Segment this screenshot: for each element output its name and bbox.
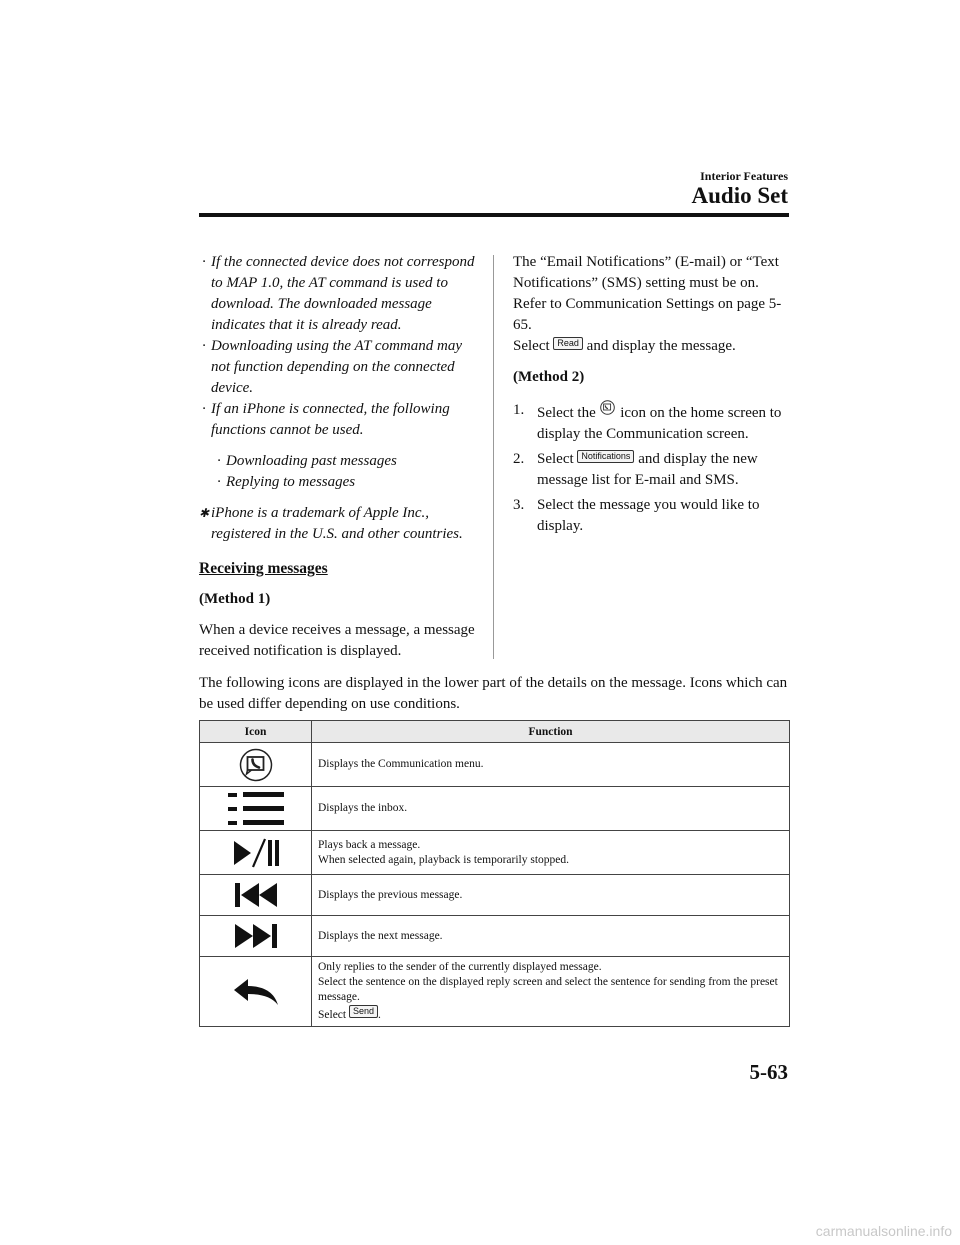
reference-paragraph: Refer to Communication Settings on page 5-65.: [513, 296, 782, 333]
step-1: 1. Select the icon on the home screen to display the Communication screen.: [513, 402, 782, 442]
right-column: [513, 252, 798, 537]
sub-bullet-item: · Replying to messages: [217, 474, 356, 490]
column-divider: [493, 255, 494, 659]
icon-function-table: [199, 720, 790, 1027]
header-rule: [199, 213, 789, 217]
play-pause-icon: [231, 836, 281, 870]
communication-icon: [599, 400, 616, 415]
sub-bullet-item: · Downloading past messages: [217, 453, 397, 469]
bullet-item: · Downloading using the AT command may not function depending on the connected device.: [202, 338, 462, 396]
function-text: When selected again, playback is temporarily stopped.: [318, 853, 569, 866]
method1-heading: (Method 1): [199, 591, 271, 607]
communication-icon: [238, 747, 274, 783]
function-text: Displays the next message.: [318, 929, 443, 942]
table-row: [200, 916, 790, 957]
step-3: 3. Select the message you would like to display.: [513, 497, 760, 534]
bullet-item: · If an iPhone is connected, the following functions cannot be used.: [202, 401, 450, 438]
watermark: carmanualsonline.info: [815, 1223, 952, 1239]
settings-paragraph: The “Email Notifications” (E-mail) or “Text Notifications” (SMS) setting must be on.: [513, 254, 779, 291]
send-button-icon: Send: [349, 1005, 378, 1018]
read-button-icon: Read: [553, 337, 583, 350]
function-text: Displays the Communication menu.: [318, 758, 484, 770]
function-text: Only replies to the sender of the currently displayed message.: [318, 961, 602, 973]
select-send-line: Select Send .: [318, 1006, 381, 1021]
page-number: 5-63: [749, 1060, 788, 1084]
column-header-function: Function: [312, 721, 790, 743]
table-row: [200, 957, 790, 1027]
previous-icon: [233, 882, 279, 908]
bullet-item: · If the connected device does not correspond to MAP 1.0, the AT command is used to download. The downloaded message indicates that it is already read.: [202, 254, 475, 333]
icons-intro-paragraph: The following icons are displayed in the lower part of the details on the message. Icons which can be used differ depending on use conditions.: [199, 675, 788, 712]
table-row: [200, 831, 790, 875]
reply-icon: [232, 977, 280, 1007]
step-2: 2. Select Notifications and display the new message list for E-mail and SMS.: [513, 451, 758, 488]
table-header-row: [200, 721, 790, 743]
table-row: [200, 875, 790, 916]
trademark-note: ✱ iPhone is a trademark of Apple Inc., registered in the U.S. and other countries.: [199, 505, 463, 542]
receiving-messages-heading: Receiving messages: [199, 560, 328, 577]
function-text: Select the sentence on the displayed reply screen and select the sentence for sending from the preset message.: [318, 976, 778, 1003]
page-title: Audio Set: [691, 183, 788, 208]
section-label: Interior Features: [700, 169, 788, 183]
column-header-icon: Icon: [200, 721, 312, 743]
function-text: Displays the previous message.: [318, 888, 463, 901]
method2-heading: (Method 2): [513, 369, 585, 385]
notifications-button-icon: Notifications: [577, 450, 634, 463]
inbox-list-icon: [227, 791, 285, 827]
method1-text: When a device receives a message, a message received notification is displayed.: [199, 622, 475, 659]
function-text: Displays the inbox.: [318, 802, 408, 814]
table-row: [200, 787, 790, 831]
next-icon: [233, 923, 279, 949]
select-read-line: Select Read and display the message.: [513, 338, 736, 354]
left-column: [199, 252, 481, 662]
table-row: [200, 743, 790, 787]
asterisk-icon: ✱: [199, 506, 210, 520]
function-text: Plays back a message.: [318, 838, 421, 851]
